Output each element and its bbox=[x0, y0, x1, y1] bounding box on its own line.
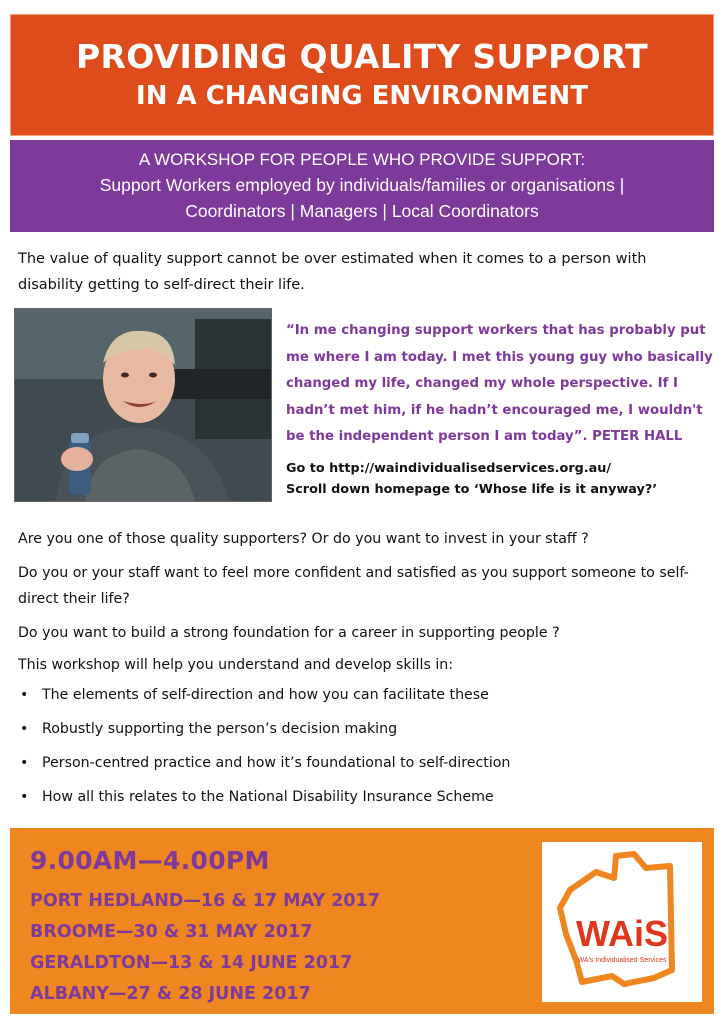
wais-logo bbox=[542, 842, 702, 1002]
intro-paragraph: The value of quality support cannot be over estimated when it comes to a person with disability getting to self-direct their life. bbox=[18, 251, 647, 293]
list-item: • Robustly supporting the person’s decision making bbox=[18, 718, 708, 740]
question-confidence: Do you or your staff want to feel more confident and satisfied as you support someone to self-direct their life? bbox=[18, 565, 689, 607]
workshop-heading: A WORKSHOP FOR PEOPLE WHO PROVIDE SUPPORT: bbox=[138, 150, 586, 169]
bullet-icon: • bbox=[20, 721, 29, 737]
website-link[interactable]: Go to http://waindividualisedservices.org.au/ bbox=[286, 461, 612, 476]
list-item: • Person-centred practice and how it’s foundational to self-direction bbox=[18, 752, 708, 774]
page-subtitle: IN A CHANGING ENVIRONMENT bbox=[136, 81, 588, 111]
question-quality-supporters: Are you one of those quality supporters? Or do you want to invest in your staff ? bbox=[18, 531, 589, 547]
video-link-block bbox=[286, 458, 714, 500]
workshop-banner bbox=[10, 140, 714, 232]
session-broome: BROOME—30 & 31 MAY 2017 bbox=[30, 922, 313, 942]
bullet-icon: • bbox=[20, 755, 29, 771]
session-port-hedland: PORT HEDLAND—16 & 17 MAY 2017 bbox=[30, 891, 380, 911]
testimonial-quote: “In me changing support workers that has probably put me where I am today. I met this young guy who basically changed my life, changed my whole perspective. If I hadn’t met him, if he hadn’t encouraged me, I wouldn't be the independent person I am today”. PETER HALL bbox=[286, 323, 713, 444]
skills-list bbox=[18, 684, 708, 808]
bullet-icon: • bbox=[20, 789, 29, 805]
scroll-instruction: Scroll down homepage to ‘Whose life is it anyway?’ bbox=[286, 482, 658, 497]
page-title: PROVIDING QUALITY SUPPORT bbox=[76, 37, 648, 76]
audience-line: Support Workers employed by individuals/families or organisations | bbox=[99, 175, 625, 195]
list-item: • How all this relates to the National Disability Insurance Scheme bbox=[18, 786, 708, 808]
question-career: Do you want to build a strong foundation for a career in supporting people ? bbox=[18, 625, 560, 641]
session-list bbox=[30, 886, 380, 1010]
schedule-footer bbox=[10, 828, 714, 1014]
portrait-illustration bbox=[15, 309, 272, 502]
title-banner bbox=[10, 14, 714, 136]
audience-roles: Coordinators | Managers | Local Coordinators bbox=[185, 201, 539, 221]
portrait-photo bbox=[14, 308, 272, 502]
list-item: • The elements of self-direction and how you can facilitate these bbox=[18, 684, 708, 706]
bullet-icon: • bbox=[20, 687, 29, 703]
wa-map-icon bbox=[542, 842, 702, 1002]
logo-wordmark: WAiS bbox=[575, 913, 669, 954]
body-section bbox=[18, 526, 708, 820]
session-geraldton: GERALDTON—13 & 14 JUNE 2017 bbox=[30, 953, 353, 973]
skills-lead: This workshop will help you understand and develop skills in: bbox=[18, 657, 454, 673]
logo-tagline: WA's Individualised Services bbox=[577, 957, 667, 964]
workshop-time: 9.00AM—4.00PM bbox=[30, 846, 270, 875]
session-albany: ALBANY—27 & 28 JUNE 2017 bbox=[30, 984, 311, 1004]
